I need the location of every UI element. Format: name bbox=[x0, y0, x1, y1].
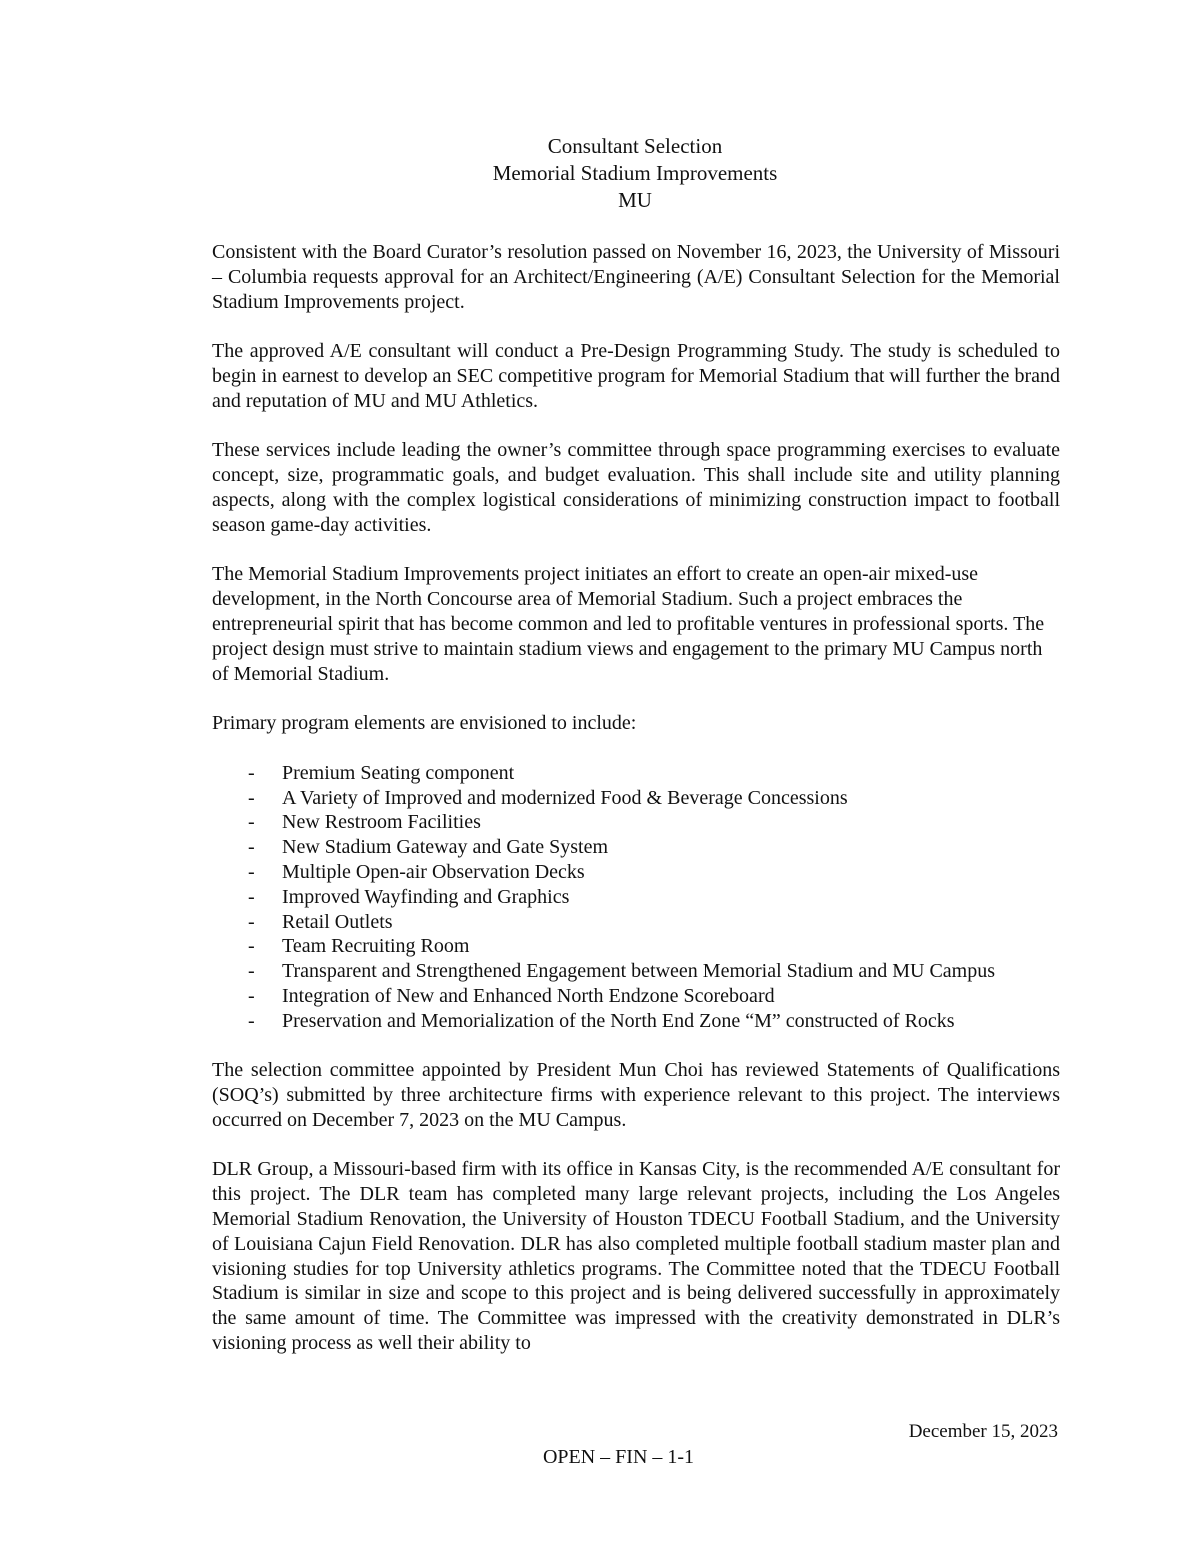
list-dash: - bbox=[248, 761, 255, 784]
document-date: December 15, 2023 bbox=[908, 1421, 1058, 1442]
title-line-1: Consultant Selection bbox=[547, 134, 723, 158]
title-line-3: MU bbox=[618, 188, 652, 212]
list-item bbox=[212, 786, 1060, 811]
list-item bbox=[212, 934, 1060, 959]
list-item-text: New Restroom Facilities bbox=[282, 811, 481, 834]
list-item-text: Retail Outlets bbox=[282, 910, 393, 933]
list-dash: - bbox=[248, 885, 255, 908]
list-dash: - bbox=[248, 935, 255, 958]
list-item bbox=[212, 984, 1060, 1009]
list-dash: - bbox=[248, 836, 255, 859]
list-item-text: Premium Seating component bbox=[282, 761, 515, 784]
list-item-text: Integration of New and Enhanced North Endzone Scoreboard bbox=[282, 984, 775, 1007]
paragraph-program-intro: Primary program elements are envisioned to include: bbox=[212, 712, 637, 735]
list-dash: - bbox=[248, 984, 255, 1007]
list-item bbox=[212, 761, 1060, 786]
list-item bbox=[212, 835, 1060, 860]
list-item-text: Transparent and Strengthened Engagement between Memorial Stadium and MU Campus bbox=[282, 960, 995, 983]
list-item bbox=[212, 959, 1060, 984]
list-dash: - bbox=[248, 786, 255, 809]
list-item-text: New Stadium Gateway and Gate System bbox=[282, 836, 609, 859]
list-item-text: Multiple Open-air Observation Decks bbox=[282, 860, 585, 883]
paragraph-study: The approved A/E consultant will conduct a Pre-Design Programming Study. The study is scheduled to begin in earnest to develop an SEC competitive program for Memorial Stadium that will further the brand and reputation of MU and MU Athletics. bbox=[212, 340, 1060, 412]
list-dash: - bbox=[248, 960, 255, 983]
list-dash: - bbox=[248, 1009, 255, 1032]
list-item bbox=[212, 885, 1060, 910]
paragraph-request: Consistent with the Board Curator’s resolution passed on November 16, 2023, the University of Missouri – Columbia requests approval for an Architect/Engineering (A/E) Consultant Selection for the Memorial Stadium Improvements project. bbox=[212, 241, 1060, 313]
list-item bbox=[212, 910, 1060, 935]
list-item-text: Team Recruiting Room bbox=[282, 935, 470, 958]
list-dash: - bbox=[248, 910, 255, 933]
paragraph-project-description: The Memorial Stadium Improvements project initiates an effort to create an open-air mixed-use development, in the North Concourse area of Memorial Stadium. Such a project embraces the entrepreneurial spirit that has become common and led to profitable ventures in professional sports. The project design must strive to maintain stadium views and engagement to the primary MU Campus north of Memorial Stadium. bbox=[212, 563, 1045, 685]
list-item-text: Preservation and Memorialization of the North End Zone “M” constructed of Rocks bbox=[282, 1009, 955, 1032]
paragraph-services: These services include leading the owner’s committee through space programming exercises to evaluate concept, size, programmatic goals, and budget evaluation. This shall include site and utility planning aspects, along with the complex logistical considerations of minimizing construction impact to football season game-day activities. bbox=[212, 439, 1060, 536]
document-title bbox=[0, 133, 1200, 214]
page-footer-label: OPEN – FIN – 1-1 bbox=[542, 1446, 695, 1468]
list-item bbox=[212, 860, 1060, 885]
list-item bbox=[212, 810, 1060, 835]
list-item-text: A Variety of Improved and modernized Food & Beverage Concessions bbox=[282, 786, 848, 809]
paragraph-selection-committee: The selection committee appointed by President Mun Choi has reviewed Statements of Qualifications (SOQ’s) submitted by three architecture firms with experience relevant to this project. The interviews occurred on December 7, 2023 on the MU Campus. bbox=[212, 1059, 1060, 1131]
list-item bbox=[212, 1009, 1060, 1034]
document-body bbox=[212, 240, 1060, 1381]
list-item-text: Improved Wayfinding and Graphics bbox=[282, 885, 570, 908]
list-dash: - bbox=[248, 811, 255, 834]
list-dash: - bbox=[248, 860, 255, 883]
paragraph-recommendation: DLR Group, a Missouri-based firm with its office in Kansas City, is the recommended A/E consultant for this project. The DLR team has completed many large relevant projects, including the Los Angeles Memorial Stadium Renovation, the University of Houston TDECU Football Stadium, and the University of Louisiana Cajun Field Renovation. DLR has also completed multiple football stadium master plan and visioning studies for top University athletics programs. The Committee noted that the TDECU Football Stadium is similar in size and scope to this project and is being delivered successfully in approximately the same amount of time. The Committee was impressed with the creativity demonstrated in DLR’s visioning process as well their ability to bbox=[212, 1158, 1060, 1355]
title-line-2: Memorial Stadium Improvements bbox=[492, 161, 778, 185]
program-elements-list bbox=[212, 761, 1060, 1034]
